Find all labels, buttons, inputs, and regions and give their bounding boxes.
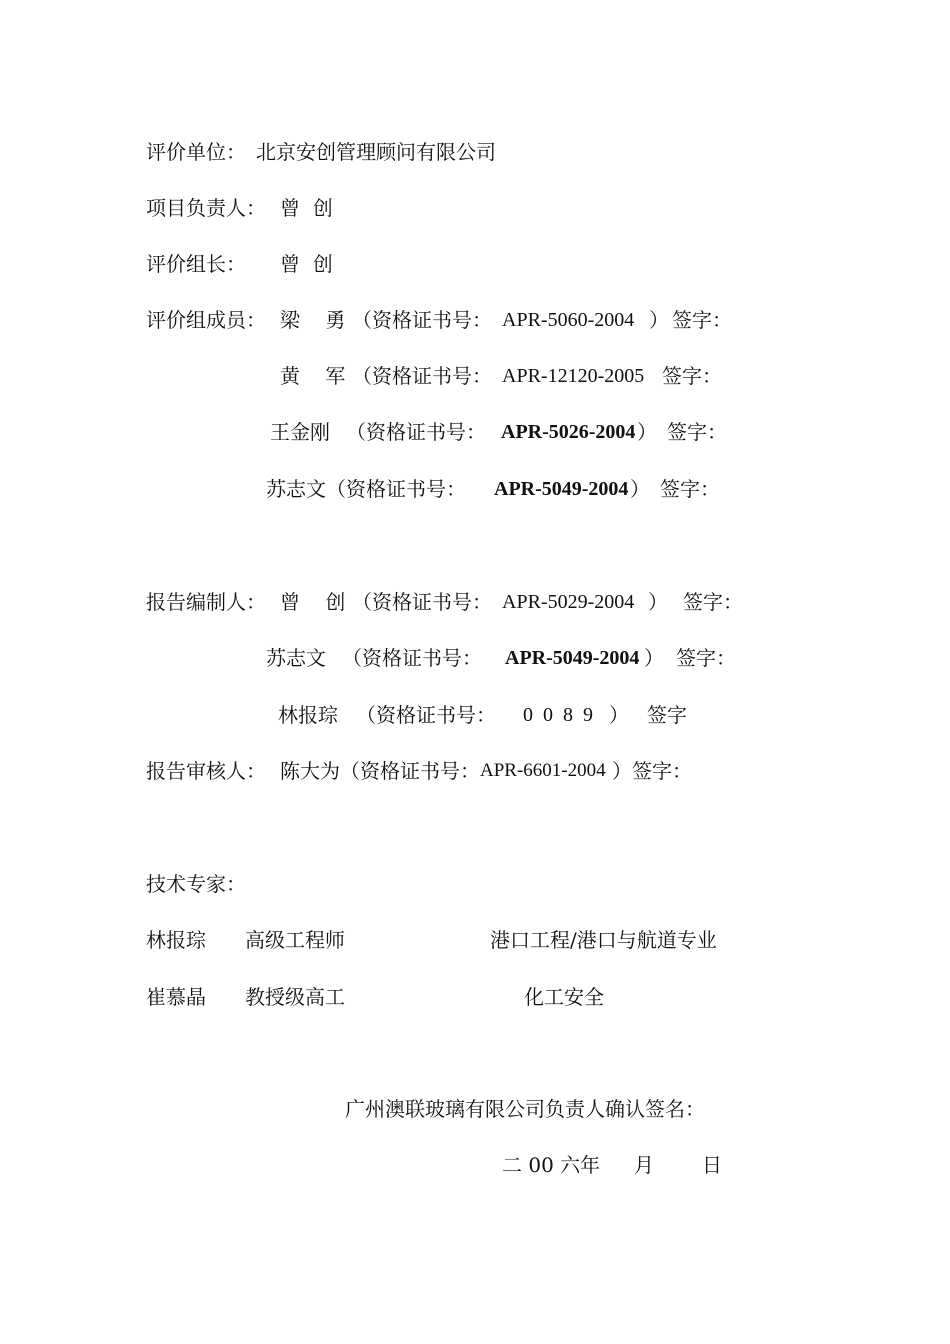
team-leader-value: 曾 创 [280, 252, 333, 276]
project-leader-value: 曾 创 [280, 196, 333, 220]
member-cert-open: （资格证书号： [352, 364, 492, 388]
expert-field: 化工安全 [524, 985, 604, 1009]
author-cert-open: （资格证书号： [342, 646, 482, 670]
author-sign-label: 签字 [647, 703, 687, 727]
reviewer-cert-number: APR-6601-2004 [480, 760, 606, 781]
reviewer-cert-close: ） [612, 759, 632, 783]
member-cert-open: （资格证书号： [346, 420, 486, 444]
member-cert-close: ） [637, 420, 657, 444]
expert-title: 教授级高工 [245, 985, 345, 1009]
reviewer-cert-open: （资格证书号： [340, 759, 480, 783]
member-sign-label: 签字： [667, 420, 727, 444]
member-name: 梁 勇 [280, 308, 346, 332]
expert-field: 港口工程/港口与航道专业 [490, 928, 717, 952]
reviewer-name: 陈大为 [280, 759, 340, 783]
eval-unit-label: 评价单位： [146, 140, 246, 164]
member-sign-label: 签字： [662, 364, 722, 388]
confirmation-text: 广州澳联玻璃有限公司负责人确认签名： [345, 1097, 705, 1121]
team-members-label: 评价组成员： [146, 308, 266, 332]
expert-title: 高级工程师 [245, 928, 345, 952]
report-authors-label: 报告编制人： [146, 590, 266, 614]
author-cert-close: ） [644, 646, 664, 670]
member-name: 苏志文 [266, 477, 326, 501]
author-cert-close: ） [609, 703, 629, 727]
member-cert-number: APR-5026-2004 [501, 421, 636, 443]
author-cert-close: ） [648, 590, 668, 614]
member-sign-label: 签字： [660, 477, 720, 501]
member-cert-open: （资格证书号： [352, 308, 492, 332]
date-day: 日 [702, 1153, 722, 1177]
member-cert-open: （资格证书号： [326, 477, 466, 501]
eval-unit-value: 北京安创管理顾问有限公司 [256, 140, 496, 164]
experts-label: 技术专家： [146, 872, 246, 896]
author-sign-label: 签字： [683, 590, 743, 614]
author-name: 林报琮 [278, 703, 338, 727]
member-name: 王金刚 [270, 420, 330, 444]
member-cert-number: APR-5060-2004 [502, 309, 635, 331]
author-sign-label: 签字： [676, 646, 736, 670]
member-cert-number: APR-12120-2005 [502, 365, 645, 387]
author-cert-open: （资格证书号： [352, 590, 492, 614]
report-reviewer-label: 报告审核人： [146, 759, 266, 783]
date-year: 二 00 六年 [502, 1153, 601, 1177]
member-sign-label: 签字： [672, 308, 732, 332]
reviewer-sign-label: 签字： [632, 759, 692, 783]
author-cert-open: （资格证书号： [356, 703, 496, 727]
expert-name: 林报琮 [146, 928, 206, 952]
author-cert-number: APR-5049-2004 [505, 647, 640, 669]
author-name: 曾 创 [280, 590, 346, 614]
author-cert-number: APR-5029-2004 [502, 591, 635, 613]
project-leader-label: 项目负责人： [146, 196, 266, 220]
member-name: 黄 军 [280, 364, 346, 388]
expert-name: 崔慕晶 [146, 985, 206, 1009]
member-cert-close: ） [630, 477, 650, 501]
author-name: 苏志文 [266, 646, 326, 670]
date-month: 月 [634, 1153, 654, 1177]
member-cert-number: APR-5049-2004 [494, 478, 629, 500]
author-cert-number: 0089 [523, 704, 603, 726]
team-leader-label: 评价组长： [146, 252, 246, 276]
member-cert-close: ） [649, 308, 669, 332]
